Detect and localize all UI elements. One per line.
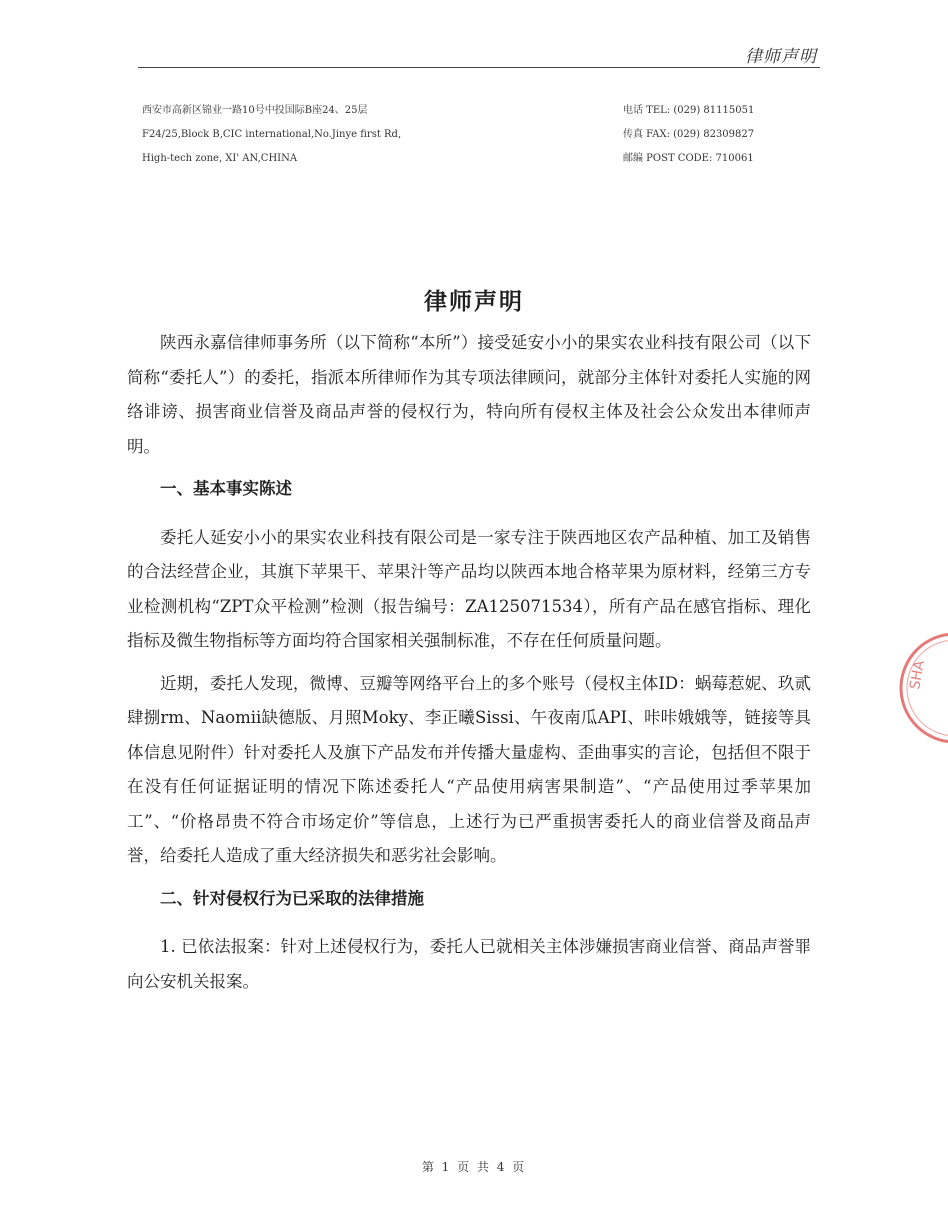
document-title: 律师声明 [424, 289, 524, 315]
section1-heading: 一、基本事实陈述 [160, 479, 292, 498]
address-line: 西安市高新区锦业一路10号中投国际B座24、25层 [142, 105, 368, 116]
letterhead-contacts [623, 99, 754, 171]
section2-item-1: 1. 已依法报案：针对上述侵权行为，委托人已就相关主体涉嫌损害商业信誉、商品声誉罪向公安机关报案。 [127, 937, 811, 991]
letterhead-address [142, 99, 401, 171]
section2-heading: 二、针对侵权行为已采取的法律措施 [160, 888, 424, 908]
red-seal-icon [895, 628, 948, 748]
intro-paragraph: 陕西永嘉信律师事务所（以下简称“本所”）接受延安小小的果实农业科技有限公司（以下简称“委托人”）的委托，指派本所律师作为其专项法律顾问，就部分主体针对委托人实施的网络诽谤、损害商业信誉及商品声誉的侵权行为，特向所有侵权主体及社会公众发出本律师声明。 [127, 333, 811, 456]
address-line: High-tech zone, XI' AN,CHINA [142, 153, 298, 164]
contact-phone: 电话 TEL: (029) 81115051 [623, 105, 755, 116]
section1-paragraph-1: 委托人延安小小的果实农业科技有限公司是一家专注于陕西地区农产品种植、加工及销售的合法经营企业，其旗下苹果干、苹果汁等产品均以陕西本地合格苹果为原材料，经第三方专业检测机构“ZPT众平检测”检测（报告编号：ZA125071534），所有产品在感官指标、理化指标及微生物指标等方面均符合国家相关强制标准，不存在任何质量问题。 [127, 527, 811, 650]
header-title: 律师声明 [745, 47, 817, 67]
page-indicator: 第 1 页 共 4 页 [421, 1160, 527, 1174]
contact-fax: 传真 FAX: (029) 82309827 [623, 129, 755, 140]
seal-text: SHA [907, 659, 928, 691]
section1-paragraph-2: 近期，委托人发现，微博、豆瓣等网络平台上的多个账号（侵权主体ID：蜗莓惹妮、玖贰肆捌rm、Naomii缺德版、月照Moky、李正曦Sissi、午夜南瓜API、咔咔娥娥等，链接等具体信息见附件）针对委托人及旗下产品发布并传播大量虚构、歪曲事实的言论，包括但不限于在没有任何证据证明的情况下陈述委托人“产品使用病害果制造”、“产品使用过季苹果加工”、“价格昂贵不符合市场定价”等信息，上述行为已严重损害委托人的商业信誉及商品声誉，给委托人造成了重大经济损失和恶劣社会影响。 [127, 673, 811, 865]
document-body [127, 326, 811, 1007]
contact-postcode: 邮编 POST CODE: 710061 [623, 153, 754, 164]
address-line: F24/25,Block B,CIC international,No.Jinye first Rd, [142, 129, 402, 140]
header-divider [138, 67, 820, 68]
